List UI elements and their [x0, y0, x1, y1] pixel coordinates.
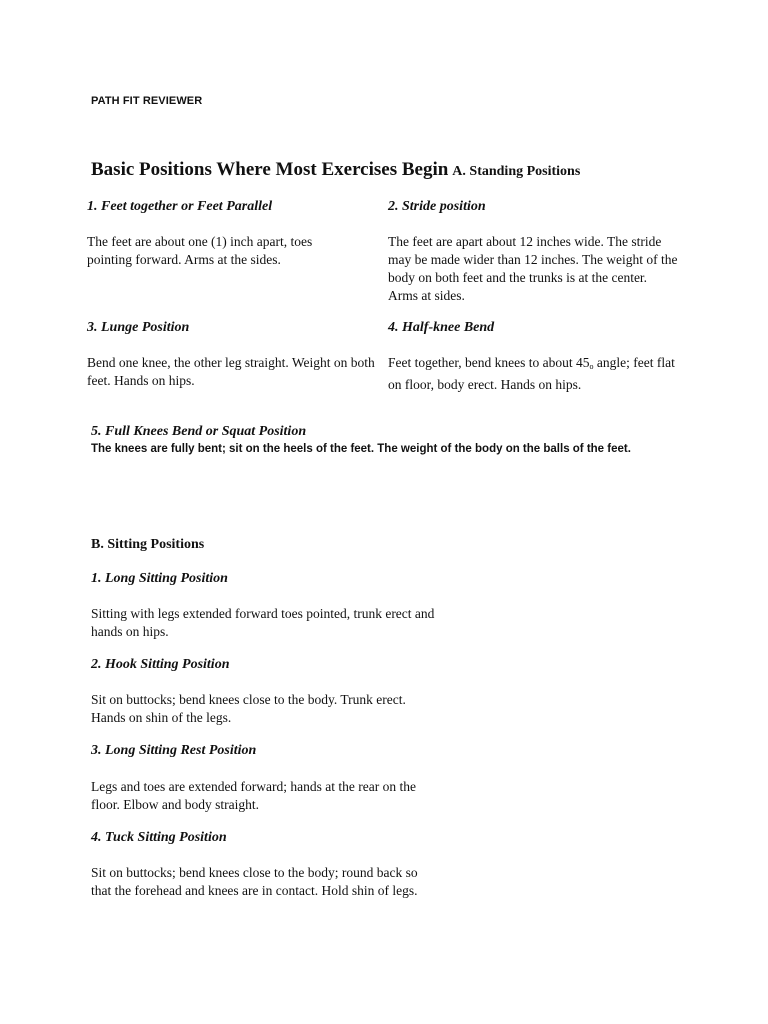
standing-2-text: The feet are apart about 12 inches wide. The stride may be made wider than 12 inches. The weight of the body on both feet and the trunks is at the center. Arms at sides. [388, 234, 678, 303]
sitting-2-heading: 2. Hook Sitting Position [91, 657, 230, 672]
degree-subscript: o [589, 362, 594, 371]
standing-4-text [388, 354, 683, 394]
standing-2-heading: 2. Stride position [388, 199, 486, 214]
standing-4-heading: 4. Half-knee Bend [388, 320, 495, 335]
sitting-3-text: Legs and toes are extended forward; hands at the rear on the floor. Elbow and body straight. [91, 779, 416, 812]
standing-1-text: The feet are about one (1) inch apart, toes pointing forward. Arms at the sides. [87, 234, 313, 267]
sitting-4-heading: 4. Tuck Sitting Position [91, 830, 227, 845]
title-main: Basic Positions Where Most Exercises Begin [91, 159, 449, 180]
page-title [91, 159, 580, 181]
standing-4-text-after: angle; feet flat on floor, body erect. Hands on hips. [388, 355, 675, 392]
sitting-1-text: Sitting with legs extended forward toes pointed, trunk erect and hands on hips. [91, 606, 435, 639]
sitting-1-heading: 1. Long Sitting Position [91, 571, 228, 586]
sitting-2-text: Sit on buttocks; bend knees close to the body. Trunk erect. Hands on shin of the legs. [91, 692, 406, 725]
sitting-4-text: Sit on buttocks; bend knees close to the body; round back so that the forehead and knees are in contact. Hold shin of legs. [91, 865, 418, 898]
standing-3-text: Bend one knee, the other leg straight. Weight on both feet. Hands on hips. [87, 355, 375, 388]
title-subsection: A. Standing Positions [452, 164, 581, 179]
standing-4-text-before: Feet together, bend knees to about 45 [388, 355, 590, 370]
standing-3-heading: 3. Lunge Position [87, 320, 190, 335]
sitting-section-heading: B. Sitting Positions [91, 537, 205, 552]
document-header: PATH FIT REVIEWER [91, 95, 203, 107]
sitting-3-heading: 3. Long Sitting Rest Position [91, 743, 257, 758]
standing-1-heading: 1. Feet together or Feet Parallel [87, 199, 273, 214]
standing-5-text: The knees are fully bent; sit on the heels of the feet. The weight of the body on the balls of the feet. [91, 443, 631, 455]
standing-5-heading: 5. Full Knees Bend or Squat Position [91, 424, 307, 439]
